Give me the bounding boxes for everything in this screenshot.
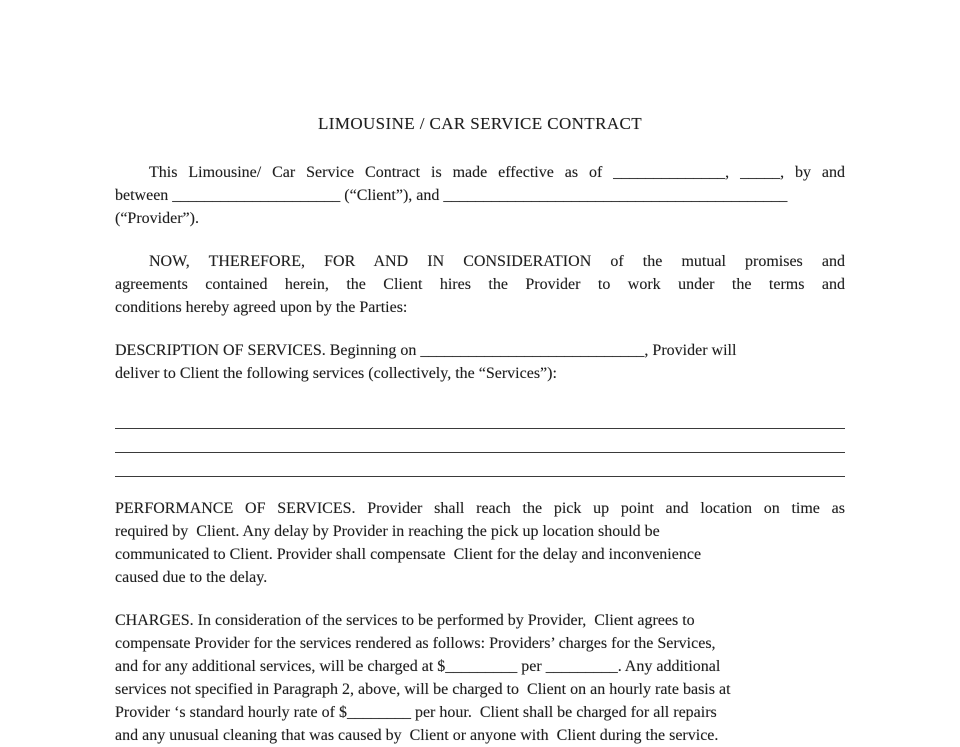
fill-in-line bbox=[115, 453, 845, 477]
text-line: DESCRIPTION OF SERVICES. Beginning on ____________________________, Provider will bbox=[115, 342, 737, 359]
text-line: compensate Provider for the services rendered as follows: Providers’ charges for the Services, bbox=[115, 635, 716, 652]
performance-of-services-paragraph bbox=[115, 497, 845, 589]
text-line: services not specified in Paragraph 2, above, will be charged to Client on an hourly rate basis at bbox=[115, 681, 731, 698]
intro-paragraph bbox=[115, 161, 845, 230]
text-line: and any unusual cleaning that was caused by Client or anyone with Client during the service. bbox=[115, 727, 719, 744]
text-line: and for any additional services, will be charged at $_________ per _________. Any additional bbox=[115, 658, 721, 675]
document-title: LIMOUSINE / CAR SERVICE CONTRACT bbox=[317, 114, 643, 133]
fill-in-line bbox=[115, 405, 845, 429]
text-line: This Limousine/ Car Service Contract is made effective as of ______________, _____, by and bbox=[149, 164, 845, 181]
text-line: between _____________________ (“Client”), and ___________________________________________ bbox=[115, 187, 788, 204]
description-of-services-paragraph bbox=[115, 339, 845, 385]
text-line: communicated to Client. Provider shall compensate Client for the delay and inconvenience bbox=[115, 546, 702, 563]
text-line: (“Provider”). bbox=[115, 210, 199, 227]
text-line: agreements contained herein, the Client hires the Provider to work under the terms and bbox=[115, 276, 845, 293]
text-line: deliver to Client the following services (collectively, the “Services”): bbox=[115, 365, 557, 382]
text-line: required by Client. Any delay by Provider in reaching the pick up location should be bbox=[115, 523, 660, 540]
text-line: Provider ‘s standard hourly rate of $________ per hour. Client shall be charged for all repairs bbox=[115, 704, 717, 721]
now-therefore-paragraph bbox=[115, 250, 845, 319]
text-line: caused due to the delay. bbox=[115, 569, 268, 586]
fill-in-line bbox=[115, 429, 845, 453]
text-line: conditions hereby agreed upon by the Parties: bbox=[115, 299, 408, 316]
text-line: CHARGES. In consideration of the services to be performed by Provider, Client agrees to bbox=[115, 612, 695, 629]
text-line: NOW, THEREFORE, FOR AND IN CONSIDERATION of the mutual promises and bbox=[149, 253, 845, 270]
charges-paragraph bbox=[115, 609, 845, 747]
service-fill-in-lines bbox=[115, 405, 845, 477]
text-line: PERFORMANCE OF SERVICES. Provider shall reach the pick up point and location on time as bbox=[115, 500, 845, 517]
